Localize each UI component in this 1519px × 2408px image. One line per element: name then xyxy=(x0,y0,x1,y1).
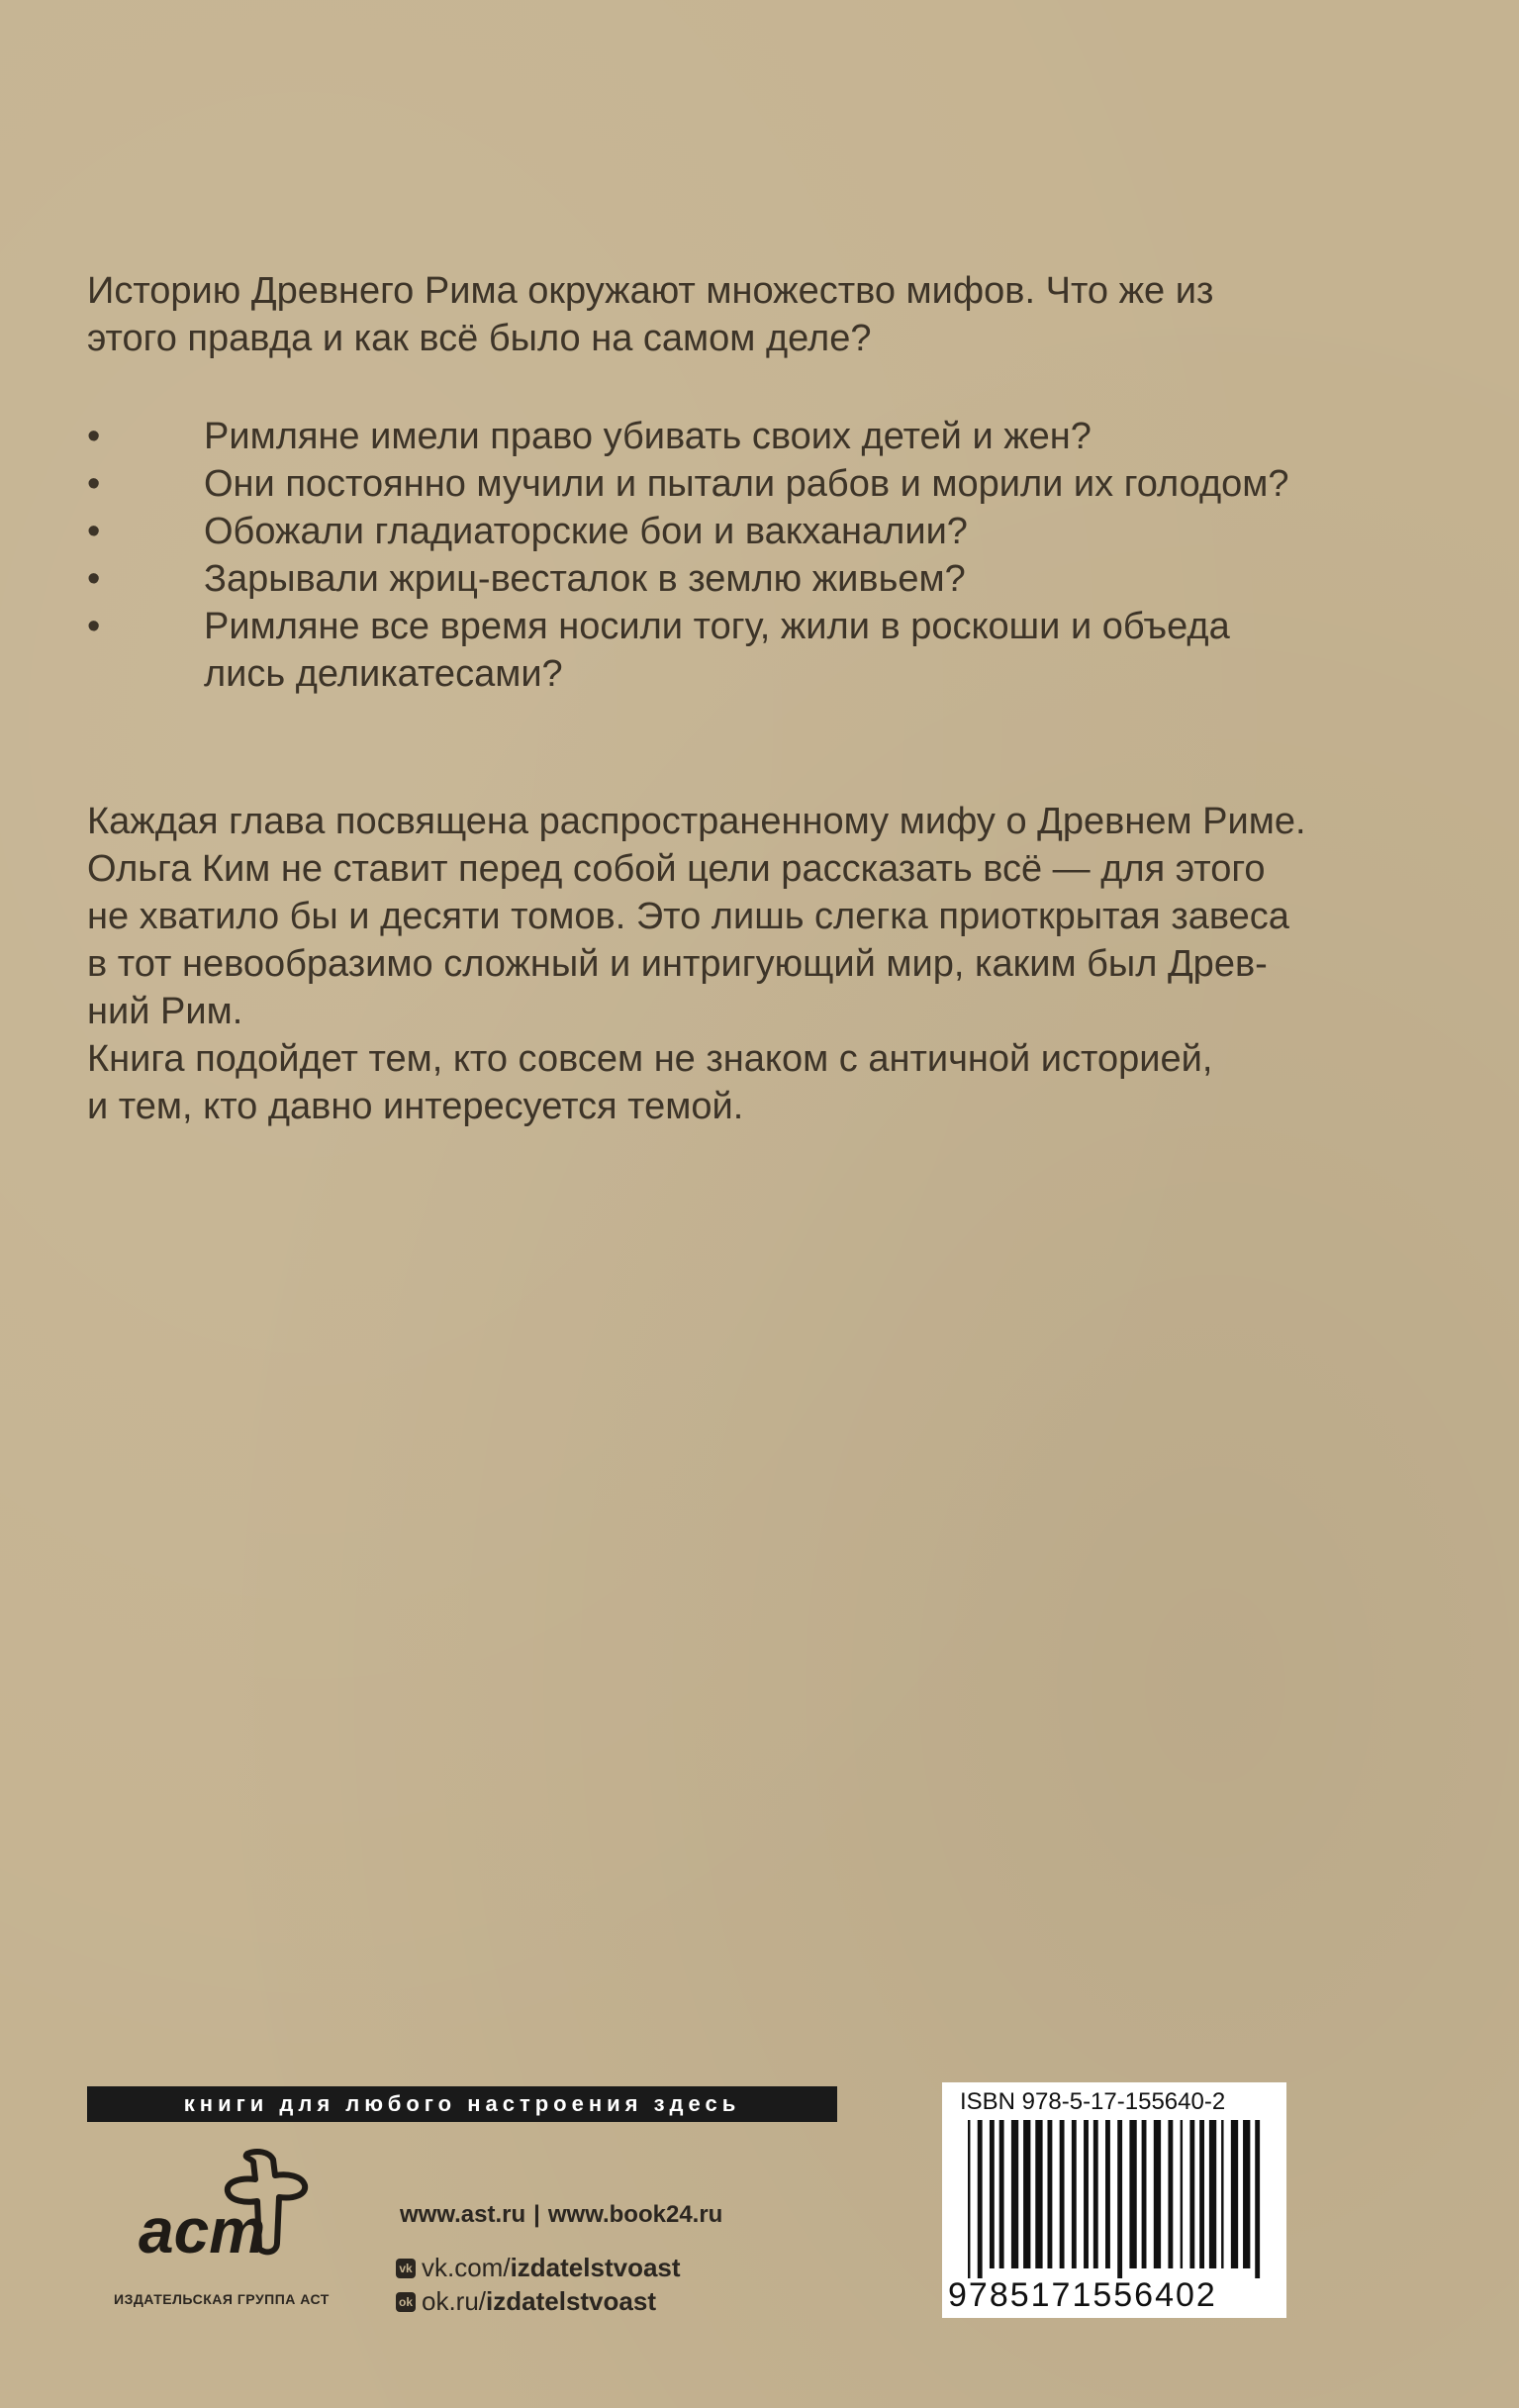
barcode-bar xyxy=(999,2120,1004,2268)
bullet-icon: • xyxy=(87,511,101,552)
list-item: • Зарывали жриц-весталок в землю живьем? xyxy=(87,555,1374,603)
description-line: ний Рим. xyxy=(87,991,243,1032)
barcode-bar xyxy=(1117,2120,1122,2278)
myth-questions-list xyxy=(87,413,1374,698)
barcode-bar xyxy=(1060,2120,1065,2268)
barcode-bar xyxy=(1189,2120,1194,2268)
vk-link[interactable] xyxy=(396,2253,681,2283)
description-line: Книга подойдет тем, кто совсем не знаком с античной историей, xyxy=(87,1038,1213,1080)
link-separator: | xyxy=(533,2201,540,2228)
barcode-bar xyxy=(1035,2120,1042,2268)
ok-handle: izdatelstvoast xyxy=(486,2286,656,2316)
description-line: не хватило бы и десяти томов. Это лишь слегка приоткрытая завеса xyxy=(87,896,1289,937)
intro-line: Историю Древнего Рима окружают множество мифов. Что же из xyxy=(87,270,1214,312)
barcode-bar xyxy=(1142,2120,1147,2268)
list-item: • Римляне все время носили тогу, жили в роскоши и объеда лись деликатесами? xyxy=(87,603,1374,698)
logo-lettering: аст xyxy=(139,2195,266,2266)
site-link-book24[interactable]: www.book24.ru xyxy=(547,2201,723,2228)
barcode-bar xyxy=(1072,2120,1077,2268)
isbn-label: ISBN 978-5-17-155640-2 xyxy=(960,2088,1226,2115)
barcode-bar xyxy=(1209,2120,1216,2268)
description-line: Ольга Ким не ставит перед собой цели рассказать всё — для этого xyxy=(87,848,1266,890)
barcode-bar xyxy=(1154,2120,1161,2268)
barcode-bar xyxy=(990,2120,995,2268)
barcode-bar xyxy=(1084,2120,1089,2268)
barcode-bar xyxy=(1221,2120,1223,2268)
description-line: Каждая глава посвящена распространенному мифу о Древнем Риме. xyxy=(87,801,1306,842)
barcode-bar xyxy=(1093,2120,1098,2268)
barcode-bar xyxy=(1199,2120,1204,2268)
barcode-bar xyxy=(1231,2120,1238,2268)
barcode-bars xyxy=(964,2120,1271,2278)
barcode-bar xyxy=(1243,2120,1250,2268)
site-link-ast[interactable]: www.ast.ru xyxy=(400,2201,526,2228)
barcode-bar xyxy=(1129,2120,1136,2268)
barcode-bar xyxy=(1255,2120,1260,2278)
description-line: и тем, кто давно интересуется темой. xyxy=(87,1086,744,1127)
description-line: в тот невообразимо сложный и интригующий мир, каким был Древ- xyxy=(87,943,1268,985)
publisher-name: ИЗДАТЕЛЬСКАЯ ГРУППА АСТ xyxy=(114,2291,330,2307)
vk-icon: vk xyxy=(396,2259,416,2278)
barcode-bar xyxy=(1047,2120,1052,2268)
intro-line: этого правда и как всё было на самом деле? xyxy=(87,318,872,359)
barcode-bar xyxy=(1181,2120,1183,2268)
website-links xyxy=(400,2201,722,2229)
list-item: • Обожали гладиаторские бои и вакханалии? xyxy=(87,508,1374,555)
ast-logo xyxy=(99,2146,356,2274)
barcode-bar xyxy=(1023,2120,1030,2268)
list-item: • Они постоянно мучили и пытали рабов и морили их голодом? xyxy=(87,460,1374,508)
isbn-barcode xyxy=(942,2082,1286,2318)
ok-icon: ok xyxy=(396,2292,416,2312)
barcode-bar xyxy=(968,2120,970,2278)
bullet-icon: • xyxy=(87,463,101,505)
barcode-bar xyxy=(1105,2120,1110,2268)
list-item: • Римляне имели право убивать своих детей и жен? xyxy=(87,413,1374,460)
vk-handle: izdatelstvoast xyxy=(510,2253,681,2282)
ast-logo-graphic xyxy=(99,2146,356,2274)
ok-link[interactable] xyxy=(396,2286,656,2317)
ok-prefix: ok.ru/ xyxy=(422,2286,487,2316)
slogan-banner: книги для любого настроения здесь xyxy=(87,2086,837,2122)
bullet-icon: • xyxy=(87,558,101,600)
barcode-bar xyxy=(978,2120,983,2278)
intro-paragraph xyxy=(87,267,1374,362)
barcode-bar xyxy=(1011,2120,1018,2268)
bullet-icon: • xyxy=(87,606,101,647)
description-paragraph xyxy=(87,798,1413,1130)
barcode-bar xyxy=(1168,2120,1173,2268)
vk-prefix: vk.com/ xyxy=(422,2253,511,2282)
barcode-digits: 9785171556402 xyxy=(948,2276,1217,2314)
bullet-icon: • xyxy=(87,416,101,457)
